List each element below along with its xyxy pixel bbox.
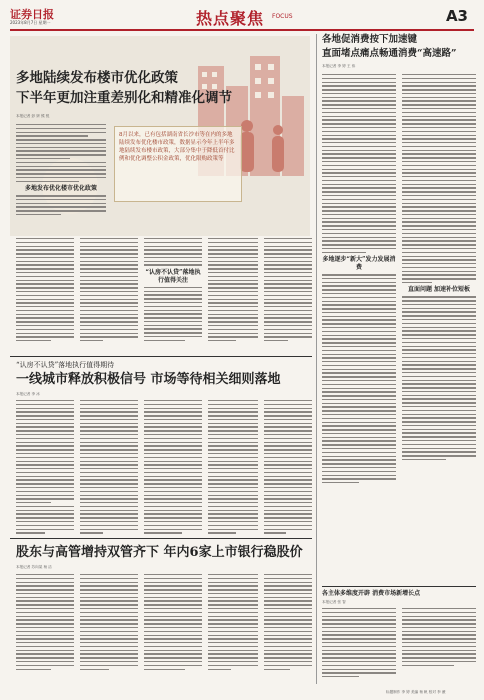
lead-body-col1 bbox=[16, 124, 106, 218]
divider bbox=[322, 586, 476, 587]
lead-body-col5 bbox=[264, 238, 312, 344]
right-title-line1: 各地促消费按下加速键 bbox=[322, 34, 418, 45]
lead-subhead-2: “认房不认贷”落地执行值得关注 bbox=[145, 268, 201, 284]
pull-quote: 8月以来，已有包括湖南省长沙市等在内的多地陆续发布优化楼市政策，数据显示今年上半年多地陆续发布楼市政策，大部分集中于降低首付比例和优化调整公积金政策，优化限购政策等 bbox=[119, 132, 235, 162]
section-title: 热点聚焦 bbox=[196, 9, 265, 28]
newspaper-logo: 证券日报 bbox=[10, 8, 54, 21]
lead-byline: 本报记者 彭 妍 熊 悦 bbox=[16, 114, 50, 118]
lead-body-col2 bbox=[80, 238, 138, 344]
right-lower-col2 bbox=[402, 608, 476, 669]
right-lower-byline: 本报记者 张 智 bbox=[322, 600, 346, 604]
pull-quote-box bbox=[114, 126, 242, 202]
lead-feature bbox=[10, 36, 310, 236]
second-byline: 本报记者 李 冰 bbox=[16, 392, 40, 396]
masthead-rule bbox=[10, 29, 474, 31]
second-body-col5 bbox=[264, 400, 312, 536]
third-title: 股东与高管增持双管齐下 年内6家上市银行稳股价 bbox=[16, 545, 303, 560]
lead-title-line2: 下半年更加注重差别化和精准化调节 bbox=[16, 90, 232, 106]
right-title-line2: 直面堵点痛点畅通消费“高速路” bbox=[322, 48, 457, 59]
lead-body-col4 bbox=[208, 238, 258, 344]
third-body-col4 bbox=[208, 574, 258, 672]
second-subtitle: “认房不认贷”落地执行值得期待 bbox=[16, 361, 115, 369]
third-byline: 本报记者 苏向杲 杨 洁 bbox=[16, 565, 52, 569]
lead-subhead-1: 多地发布优化楼市优化政策 bbox=[24, 185, 97, 193]
footer-credits: 标题制作 李 婷 美编 杨 帆 校对 李 薇 bbox=[386, 690, 446, 694]
lead-title-line1: 多地陆续发布楼市优化政策 bbox=[16, 70, 178, 86]
second-body-col2 bbox=[80, 400, 138, 536]
divider bbox=[10, 356, 312, 357]
second-body-col4 bbox=[208, 400, 258, 536]
right-body-col2 bbox=[402, 74, 476, 463]
right-subhead-1: 多地逐步“新大”发力发展消费 bbox=[322, 256, 396, 272]
right-lower-col1 bbox=[322, 608, 396, 680]
second-title: 一线城市释放积极信号 市场等待相关细则落地 bbox=[16, 372, 281, 387]
column-divider bbox=[316, 34, 317, 684]
third-body-col2 bbox=[80, 574, 138, 672]
page-number: A3 bbox=[445, 7, 468, 25]
right-body-col1 bbox=[322, 74, 396, 486]
second-body-col1 bbox=[16, 400, 74, 536]
third-body-col1 bbox=[16, 574, 74, 672]
dateline: 2023年8月7日 星期一 bbox=[10, 20, 51, 25]
third-body-col3 bbox=[144, 574, 202, 672]
lead-body-col3 bbox=[144, 238, 202, 344]
right-subhead-2: 直面问题 加速补位短板 bbox=[407, 286, 471, 294]
section-en: FOCUS bbox=[272, 13, 293, 20]
divider bbox=[10, 538, 312, 539]
lead-body-col1b bbox=[16, 238, 74, 344]
third-body-col5 bbox=[264, 574, 312, 672]
right-lower-title: 各主体多维度开辟 消费市场新增长点 bbox=[322, 590, 421, 597]
right-byline: 本报记者 李 婷 王 伟 bbox=[322, 64, 356, 68]
masthead bbox=[10, 6, 478, 28]
second-body-col3 bbox=[144, 400, 202, 536]
